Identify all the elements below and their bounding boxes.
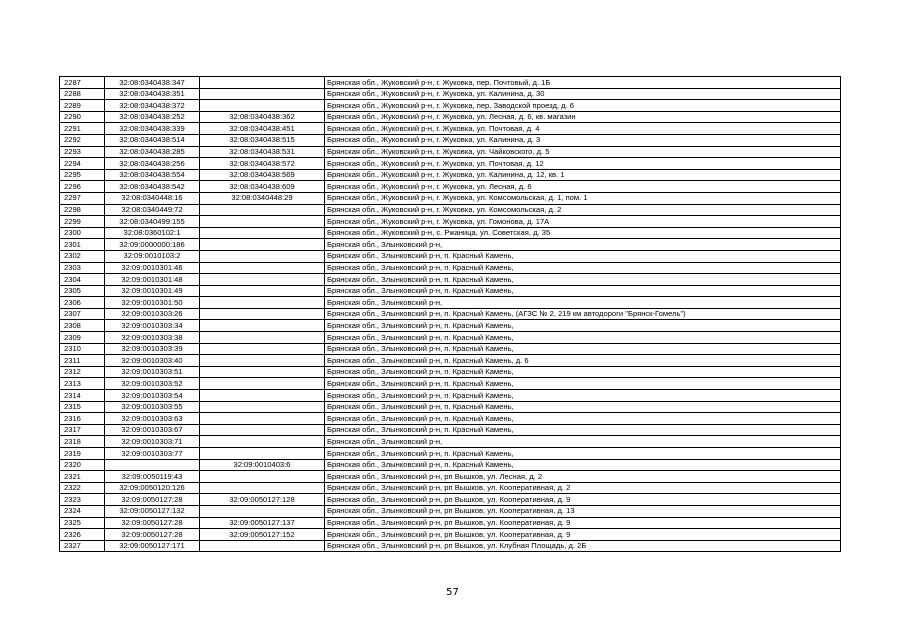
cadastral-number-cell: 32:09:0010303:38: [105, 332, 200, 344]
cadastral-number-cell: 32:09:0010301:46: [105, 262, 200, 274]
row-number-cell: 2322: [60, 482, 105, 494]
linked-cadastral-number-cell: [200, 227, 325, 239]
cadastral-number-cell: 32:09:0010103:2: [105, 250, 200, 262]
cadastral-number-cell: 32:09:0010303:63: [105, 413, 200, 425]
table-row: [60, 192, 841, 204]
cadastral-number-cell: 32:09:0010303:54: [105, 390, 200, 402]
row-number-cell: 2310: [60, 343, 105, 355]
table-row: [60, 505, 841, 517]
address-cell: Брянская обл., Злынковский р-н, рп Вышков, ул. Кооперативная, д. 9: [325, 529, 841, 541]
table-row: [60, 297, 841, 309]
table-row: [60, 134, 841, 146]
linked-cadastral-number-cell: 32:08:0340438:362: [200, 111, 325, 123]
address-cell: Брянская обл., Злынковский р-н, п. Красный Камень,: [325, 320, 841, 332]
row-number-cell: 2291: [60, 123, 105, 135]
linked-cadastral-number-cell: 32:09:0050127:137: [200, 517, 325, 529]
address-cell: Брянская обл., Злынковский р-н, п. Красный Камень,: [325, 285, 841, 297]
row-number-cell: 2297: [60, 192, 105, 204]
table-row: [60, 471, 841, 483]
row-number-cell: 2298: [60, 204, 105, 216]
table-row: [60, 482, 841, 494]
table-row: [60, 332, 841, 344]
address-cell: Брянская обл., Злынковский р-н, п. Красный Камень,: [325, 332, 841, 344]
linked-cadastral-number-cell: [200, 366, 325, 378]
linked-cadastral-number-cell: 32:09:0050127:128: [200, 494, 325, 506]
row-number-cell: 2306: [60, 297, 105, 309]
row-number-cell: 2292: [60, 134, 105, 146]
cadastral-number-cell: 32:09:0050127:28: [105, 494, 200, 506]
address-cell: Брянская обл., Жуковский р-н, г. Жуковка, ул. Чайковского, д. 5: [325, 146, 841, 158]
linked-cadastral-number-cell: [200, 343, 325, 355]
address-cell: Брянская обл., Жуковский р-н, г. Жуковка, ул. Комсомольская, д. 1, пом. 1: [325, 192, 841, 204]
row-number-cell: 2294: [60, 158, 105, 170]
row-number-cell: 2301: [60, 239, 105, 251]
cadastral-number-cell: 32:09:0010303:39: [105, 343, 200, 355]
linked-cadastral-number-cell: [200, 505, 325, 517]
cadastral-number-cell: 32:09:0050127:28: [105, 517, 200, 529]
linked-cadastral-number-cell: [200, 448, 325, 460]
linked-cadastral-number-cell: [200, 100, 325, 112]
linked-cadastral-number-cell: [200, 355, 325, 367]
cadastral-number-cell: 32:08:0340438:542: [105, 181, 200, 193]
address-cell: Брянская обл., Жуковский р-н, г. Жуковка, ул. Лесная, д. 6: [325, 181, 841, 193]
table-row: [60, 494, 841, 506]
address-cell: Брянская обл., Злынковский р-н,: [325, 436, 841, 448]
linked-cadastral-number-cell: [200, 378, 325, 390]
cadastral-number-cell: 32:09:0010303:40: [105, 355, 200, 367]
row-number-cell: 2287: [60, 77, 105, 89]
address-cell: Брянская обл., Злынковский р-н, п. Красный Камень,: [325, 459, 841, 471]
linked-cadastral-number-cell: [200, 436, 325, 448]
address-cell: Брянская обл., Злынковский р-н, рп Вышков, ул. Клубная Площадь, д. 2Б: [325, 540, 841, 552]
row-number-cell: 2320: [60, 459, 105, 471]
address-cell: Брянская обл., Злынковский р-н, п. Красный Камень,: [325, 274, 841, 286]
table-row: [60, 459, 841, 471]
row-number-cell: 2293: [60, 146, 105, 158]
row-number-cell: 2289: [60, 100, 105, 112]
cadastral-number-cell: 32:08:0340448:16: [105, 192, 200, 204]
cadastral-number-cell: 32:09:0010303:51: [105, 366, 200, 378]
linked-cadastral-number-cell: [200, 332, 325, 344]
linked-cadastral-number-cell: [200, 320, 325, 332]
address-cell: Брянская обл., Злынковский р-н, п. Красный Камень,: [325, 424, 841, 436]
linked-cadastral-number-cell: [200, 297, 325, 309]
cadastral-number-cell: 32:08:0340438:514: [105, 134, 200, 146]
table-row: [60, 436, 841, 448]
linked-cadastral-number-cell: 32:09:0050127:152: [200, 529, 325, 541]
row-number-cell: 2327: [60, 540, 105, 552]
address-cell: Брянская обл., Жуковский р-н, г. Жуковка, ул. Гомонова, д. 17А: [325, 216, 841, 228]
cadastral-number-cell: 32:09:0010303:55: [105, 401, 200, 413]
linked-cadastral-number-cell: [200, 204, 325, 216]
cadastral-number-cell: 32:08:0340499:155: [105, 216, 200, 228]
row-number-cell: 2324: [60, 505, 105, 517]
table-row: [60, 123, 841, 135]
row-number-cell: 2326: [60, 529, 105, 541]
table-row: [60, 320, 841, 332]
address-cell: Брянская обл., Злынковский р-н, п. Красный Камень,: [325, 343, 841, 355]
row-number-cell: 2299: [60, 216, 105, 228]
page-number: 57: [446, 587, 459, 598]
linked-cadastral-number-cell: 32:08:0340438:609: [200, 181, 325, 193]
cadastral-number-cell: 32:09:0050127:171: [105, 540, 200, 552]
linked-cadastral-number-cell: [200, 482, 325, 494]
row-number-cell: 2313: [60, 378, 105, 390]
cadastral-number-cell: [105, 459, 200, 471]
address-cell: Брянская обл., Жуковский р-н, г. Жуковка, ул. Почтовая, д. 12: [325, 158, 841, 170]
address-cell: Брянская обл., Злынковский р-н, рп Вышков, ул. Кооперативная, д. 9: [325, 517, 841, 529]
table-row: [60, 390, 841, 402]
linked-cadastral-number-cell: [200, 239, 325, 251]
table-row: [60, 517, 841, 529]
address-cell: Брянская обл., Злынковский р-н, п. Красный Камень,: [325, 390, 841, 402]
table-row: [60, 88, 841, 100]
row-number-cell: 2323: [60, 494, 105, 506]
row-number-cell: 2308: [60, 320, 105, 332]
row-number-cell: 2304: [60, 274, 105, 286]
row-number-cell: 2321: [60, 471, 105, 483]
cadastral-number-cell: 32:09:0010303:67: [105, 424, 200, 436]
table-row: [60, 355, 841, 367]
address-cell: Брянская обл., Злынковский р-н, п. Красный Камень,: [325, 366, 841, 378]
address-cell: Брянская обл., Злынковский р-н, рп Вышков, ул. Кооперативная, д. 9: [325, 494, 841, 506]
address-cell: Брянская обл., Злынковский р-н,: [325, 297, 841, 309]
cadastral-number-cell: 32:08:0340438:347: [105, 77, 200, 89]
cadastral-number-cell: 32:08:0340438:372: [105, 100, 200, 112]
address-cell: Брянская обл., Злынковский р-н, рп Вышков, ул. Лесная, д. 2: [325, 471, 841, 483]
address-cell: Брянская обл., Злынковский р-н, п. Красный Камень, д. 6: [325, 355, 841, 367]
cadastral-number-cell: 32:09:0010303:34: [105, 320, 200, 332]
row-number-cell: 2303: [60, 262, 105, 274]
row-number-cell: 2302: [60, 250, 105, 262]
row-number-cell: 2316: [60, 413, 105, 425]
table-row: [60, 250, 841, 262]
table-row: [60, 204, 841, 216]
cadastral-number-cell: 32:08:0340449:72: [105, 204, 200, 216]
table-row: [60, 146, 841, 158]
table-row: [60, 111, 841, 123]
cadastral-number-cell: 32:09:0010303:26: [105, 308, 200, 320]
table-row: [60, 343, 841, 355]
address-cell: Брянская обл., Злынковский р-н, рп Вышков, ул. Кооперативная, д. 2: [325, 482, 841, 494]
table-row: [60, 77, 841, 89]
row-number-cell: 2309: [60, 332, 105, 344]
row-number-cell: 2311: [60, 355, 105, 367]
row-number-cell: 2290: [60, 111, 105, 123]
table-row: [60, 158, 841, 170]
row-number-cell: 2318: [60, 436, 105, 448]
table-row: [60, 378, 841, 390]
linked-cadastral-number-cell: [200, 540, 325, 552]
table-row: [60, 262, 841, 274]
linked-cadastral-number-cell: [200, 250, 325, 262]
address-cell: Брянская обл., Жуковский р-н, г. Жуковка, ул. Калинина, д. 3: [325, 134, 841, 146]
cadastral-number-cell: 32:08:0340438:285: [105, 146, 200, 158]
table-row: [60, 413, 841, 425]
linked-cadastral-number-cell: [200, 401, 325, 413]
table-row: [60, 540, 841, 552]
property-register-table: [59, 76, 841, 552]
cadastral-number-cell: 32:09:0010301:50: [105, 297, 200, 309]
address-cell: Брянская обл., Злынковский р-н, п. Красный Камень,: [325, 262, 841, 274]
table-row: [60, 100, 841, 112]
table-row: [60, 366, 841, 378]
linked-cadastral-number-cell: 32:08:0340438:515: [200, 134, 325, 146]
cadastral-number-cell: 32:09:0010301:49: [105, 285, 200, 297]
address-cell: Брянская обл., Жуковский р-н, г. Жуковка, пер. Почтовый, д. 1Б: [325, 77, 841, 89]
address-cell: Брянская обл., Жуковский р-н, г. Жуковка, ул. Калинина, д. 30: [325, 88, 841, 100]
address-cell: Брянская обл., Злынковский р-н, п. Красный Камень, (АГЗС № 2, 219 км автодороги "Брянск-Гомель"): [325, 308, 841, 320]
cadastral-number-cell: 32:09:0010303:71: [105, 436, 200, 448]
table-row: [60, 424, 841, 436]
row-number-cell: 2319: [60, 448, 105, 460]
linked-cadastral-number-cell: 32:09:0010403:6: [200, 459, 325, 471]
cadastral-number-cell: 32:09:0050127:28: [105, 529, 200, 541]
address-cell: Брянская обл., Жуковский р-н, г. Жуковка, ул. Почтовая, д. 4: [325, 123, 841, 135]
linked-cadastral-number-cell: [200, 413, 325, 425]
row-number-cell: 2300: [60, 227, 105, 239]
address-cell: Брянская обл., Жуковский р-н, с. Ржаница, ул. Советская, д. 35: [325, 227, 841, 239]
address-cell: Брянская обл., Жуковский р-н, г. Жуковка, ул. Комсомольская, д. 2: [325, 204, 841, 216]
row-number-cell: 2307: [60, 308, 105, 320]
table-row: [60, 181, 841, 193]
cadastral-number-cell: 32:09:0050120:126: [105, 482, 200, 494]
address-cell: Брянская обл., Злынковский р-н, п. Красный Камень,: [325, 413, 841, 425]
row-number-cell: 2296: [60, 181, 105, 193]
row-number-cell: 2288: [60, 88, 105, 100]
address-cell: Брянская обл., Жуковский р-н, г. Жуковка, ул. Лесная, д. 6, кв. магазин: [325, 111, 841, 123]
address-cell: Брянская обл., Злынковский р-н, рп Вышков, ул. Кооперативная, д. 13: [325, 505, 841, 517]
cadastral-number-cell: 32:09:0050119:43: [105, 471, 200, 483]
cadastral-number-cell: 32:08:0340438:554: [105, 169, 200, 181]
table-body: [60, 77, 841, 552]
address-cell: Брянская обл., Злынковский р-н,: [325, 239, 841, 251]
linked-cadastral-number-cell: [200, 262, 325, 274]
cadastral-number-cell: 32:08:0340438:256: [105, 158, 200, 170]
cadastral-number-cell: 32:09:0010303:77: [105, 448, 200, 460]
linked-cadastral-number-cell: [200, 471, 325, 483]
address-cell: Брянская обл., Злынковский р-н, п. Красный Камень,: [325, 378, 841, 390]
linked-cadastral-number-cell: [200, 308, 325, 320]
table-row: [60, 308, 841, 320]
table-row: [60, 529, 841, 541]
linked-cadastral-number-cell: 32:08:0340438:531: [200, 146, 325, 158]
cadastral-number-cell: 32:09:0050127:132: [105, 505, 200, 517]
row-number-cell: 2314: [60, 390, 105, 402]
linked-cadastral-number-cell: [200, 216, 325, 228]
cadastral-number-cell: 32:09:0010301:48: [105, 274, 200, 286]
cadastral-number-cell: 32:08:0340438:351: [105, 88, 200, 100]
table-row: [60, 239, 841, 251]
cadastral-number-cell: 32:08:0360102:1: [105, 227, 200, 239]
cadastral-number-cell: 32:09:0010303:52: [105, 378, 200, 390]
table-row: [60, 274, 841, 286]
address-cell: Брянская обл., Жуковский р-н, г. Жуковка, ул. Калинина, д. 12, кв. 1: [325, 169, 841, 181]
linked-cadastral-number-cell: [200, 77, 325, 89]
linked-cadastral-number-cell: 32:08:0340438:569: [200, 169, 325, 181]
linked-cadastral-number-cell: [200, 285, 325, 297]
row-number-cell: 2325: [60, 517, 105, 529]
row-number-cell: 2305: [60, 285, 105, 297]
address-cell: Брянская обл., Злынковский р-н, п. Красный Камень,: [325, 448, 841, 460]
linked-cadastral-number-cell: [200, 88, 325, 100]
cadastral-number-cell: 32:09:0000000:186: [105, 239, 200, 251]
row-number-cell: 2315: [60, 401, 105, 413]
address-cell: Брянская обл., Жуковский р-н, г. Жуковка, пер. Заводской проезд, д. 6: [325, 100, 841, 112]
address-cell: Брянская обл., Злынковский р-н, п. Красный Камень,: [325, 401, 841, 413]
linked-cadastral-number-cell: [200, 424, 325, 436]
row-number-cell: 2317: [60, 424, 105, 436]
table-row: [60, 227, 841, 239]
table-row: [60, 216, 841, 228]
linked-cadastral-number-cell: [200, 274, 325, 286]
row-number-cell: 2312: [60, 366, 105, 378]
table-row: [60, 448, 841, 460]
cadastral-number-cell: 32:08:0340438:252: [105, 111, 200, 123]
linked-cadastral-number-cell: 32:08:0340438:451: [200, 123, 325, 135]
table-row: [60, 169, 841, 181]
linked-cadastral-number-cell: 32:08:0340448:29: [200, 192, 325, 204]
table-row: [60, 285, 841, 297]
table-row: [60, 401, 841, 413]
row-number-cell: 2295: [60, 169, 105, 181]
address-cell: Брянская обл., Злынковский р-н, п. Красный Камень,: [325, 250, 841, 262]
linked-cadastral-number-cell: [200, 390, 325, 402]
linked-cadastral-number-cell: 32:08:0340438:572: [200, 158, 325, 170]
cadastral-number-cell: 32:08:0340438:339: [105, 123, 200, 135]
